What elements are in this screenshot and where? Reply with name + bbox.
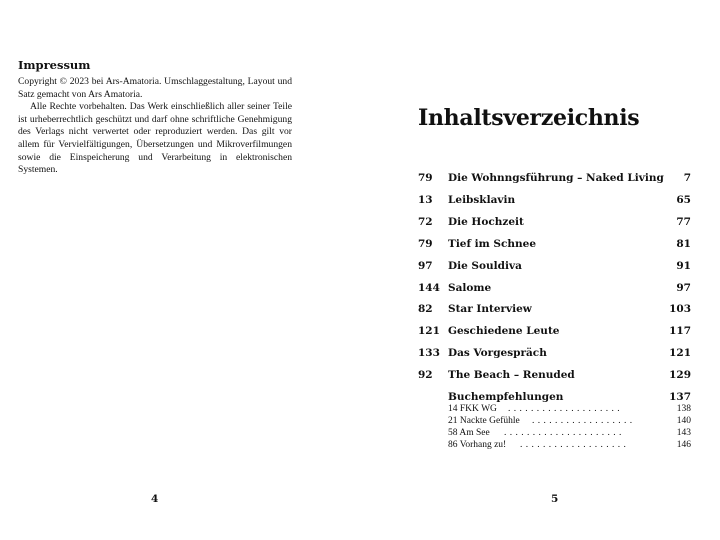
toc-entry[interactable] bbox=[418, 303, 691, 317]
toc-entry-number: 97 bbox=[418, 260, 433, 272]
toc-entry-number: 72 bbox=[418, 216, 433, 228]
toc-entry-title: Die Wohnngsführung – Naked Living bbox=[448, 172, 664, 184]
toc-entry-title: Tief im Schnee bbox=[448, 238, 537, 250]
recommendation-title: 14 FKK WG bbox=[448, 404, 497, 414]
toc-entry-page: 81 bbox=[676, 238, 691, 250]
toc-entry[interactable] bbox=[418, 194, 691, 208]
toc-entry-page: 65 bbox=[676, 194, 691, 206]
toc-entry[interactable] bbox=[418, 172, 691, 186]
toc-entry-page: 117 bbox=[669, 325, 691, 337]
toc-entry-title: Geschiedene Leute bbox=[448, 325, 560, 337]
toc-entry-page: 91 bbox=[676, 260, 691, 272]
toc-entry-page: 121 bbox=[669, 347, 691, 359]
toc-entry-number: 92 bbox=[418, 369, 433, 381]
leader-dots: . . . . . . . . . . . . . . . . . . . . . bbox=[504, 428, 622, 438]
recommendation-title: 86 Vorhang zu! bbox=[448, 440, 507, 450]
toc-entry-title: Die Hochzeit bbox=[448, 216, 524, 228]
toc-entry[interactable] bbox=[418, 347, 691, 361]
toc-entry-title: The Beach – Renuded bbox=[448, 369, 575, 381]
recommendation-item[interactable] bbox=[448, 404, 691, 416]
toc-entry-page: 103 bbox=[669, 303, 691, 315]
toc-entry-number: 79 bbox=[418, 172, 433, 184]
toc-entry-page: 129 bbox=[669, 369, 691, 381]
toc-entry-number: 79 bbox=[418, 238, 433, 250]
toc-title: Inhaltsverzeichnis bbox=[418, 105, 640, 131]
recommendation-item[interactable] bbox=[448, 440, 691, 452]
impressum-heading: Impressum bbox=[18, 58, 91, 72]
recommendation-item[interactable] bbox=[448, 416, 691, 428]
toc-entry-title: Leibsklavin bbox=[448, 194, 516, 206]
toc-recommendations-page: 137 bbox=[669, 391, 691, 403]
toc-entry[interactable] bbox=[418, 260, 691, 274]
rights-paragraph: Alle Rechte vorbehalten. Das Werk einschließlich aller seiner Teile ist urheberrechtlich geschützt und darf ohne schriftliche Genehmigung des Verlags nicht verwertet oder reproduziert werden. Das gilt vor allem für Vervielfältigungen, Übersetzungen und Mikroverfilmungen sowie die Einspeicherung und Verarbeitung in elektronischen Systemen. bbox=[18, 101, 292, 176]
toc-entry-page: 77 bbox=[676, 216, 691, 228]
recommendation-title: 58 Am See bbox=[448, 428, 490, 438]
toc-recommendations-header[interactable] bbox=[418, 391, 691, 405]
recommendation-title: 21 Nackte Gefühle bbox=[448, 416, 520, 426]
leader-dots: . . . . . . . . . . . . . . . . . . . bbox=[520, 440, 627, 450]
toc-entry-number: 82 bbox=[418, 303, 433, 315]
impressum-text bbox=[18, 76, 292, 177]
copyright-paragraph: Copyright © 2023 bei Ars-Amatoria. Umschlaggestaltung, Layout und Satz gemacht von Ars Amatoria. bbox=[18, 76, 292, 100]
toc-entry-page: 97 bbox=[676, 282, 691, 294]
toc-entry[interactable] bbox=[418, 282, 691, 296]
toc-entry-title: Salome bbox=[448, 282, 492, 294]
leader-dots: . . . . . . . . . . . . . . . . . . . . bbox=[508, 404, 621, 414]
toc-entry[interactable] bbox=[418, 325, 691, 339]
toc-entry[interactable] bbox=[418, 369, 691, 383]
toc-entry[interactable] bbox=[418, 238, 691, 252]
toc-entry-number: 144 bbox=[418, 282, 440, 294]
toc-entry-number: 13 bbox=[418, 194, 433, 206]
toc-entry-number: 133 bbox=[418, 347, 440, 359]
recommendation-page: 146 bbox=[676, 440, 691, 450]
recommendation-page: 138 bbox=[676, 404, 691, 414]
leader-dots: . . . . . . . . . . . . . . . . . . bbox=[532, 416, 633, 426]
recommendation-item[interactable] bbox=[448, 428, 691, 440]
toc-entry[interactable] bbox=[418, 216, 691, 230]
toc-entry-number: 121 bbox=[418, 325, 440, 337]
toc-entry-title: Die Souldiva bbox=[448, 260, 522, 272]
recommendation-page: 143 bbox=[676, 428, 691, 438]
right-page bbox=[360, 0, 720, 540]
toc-entry-page: 7 bbox=[683, 172, 691, 184]
toc-entry-title: Das Vorgespräch bbox=[448, 347, 547, 359]
page-number-left: 4 bbox=[151, 493, 159, 505]
page-number-right: 5 bbox=[551, 493, 559, 505]
toc-recommendations-title: Buchempfehlungen bbox=[448, 391, 564, 403]
toc-entry-title: Star Interview bbox=[448, 303, 532, 315]
recommendation-page: 140 bbox=[676, 416, 691, 426]
